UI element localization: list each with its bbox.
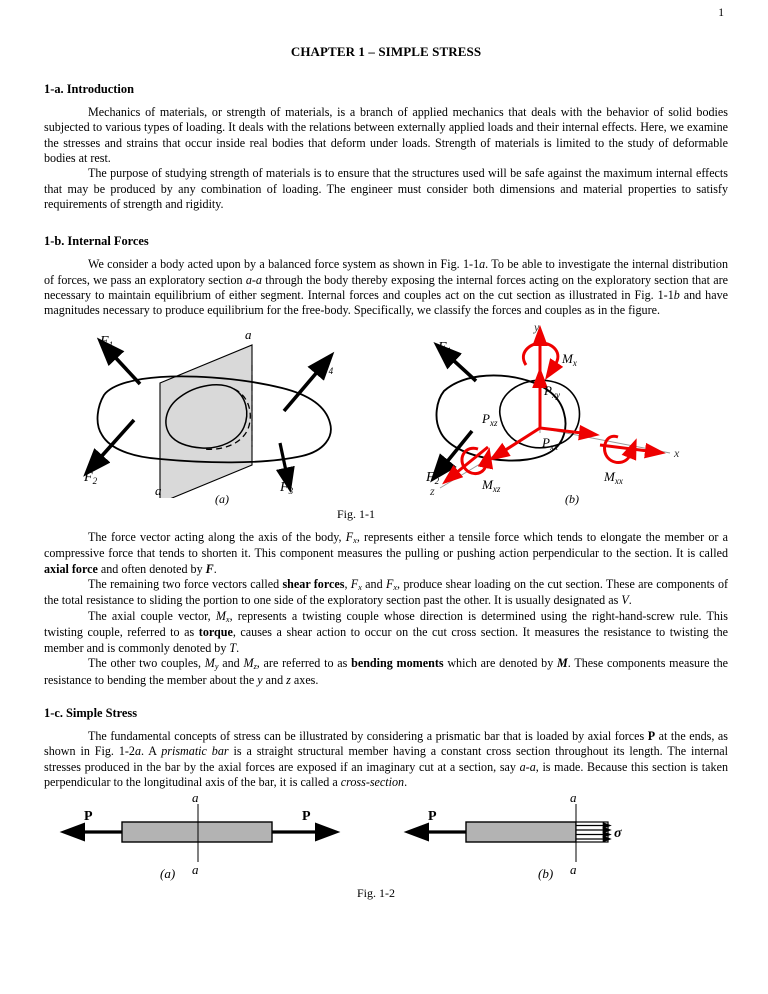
figure-1-2b-svg <box>390 792 720 884</box>
text-run: , causes a shear action to occur on the cut cross section. It measures the resistance to twisting the member and is commonly denoted by <box>44 625 729 655</box>
intro-paragraph-1: Mechanics of materials, or strength of materials, is a branch of applied mechanics that deals with the behavior of solid bodies subjected to various types of loading. It deals with the relations between externally applied loads and their internal effects. Here, we examine the stresses and strains that occur inside real bodies that deform under loads. Strength of materials is limited to the study of deformable bodies at rest. <box>44 105 728 166</box>
figure-1-2 <box>44 792 728 901</box>
figure-1-2a-section-top: a <box>192 792 199 806</box>
text-run: , is made. Because this section is taken perpendicular to the longitudinal axis of the bar, it is called a <box>44 759 728 789</box>
figure-1-1b-axis-x: x <box>674 445 680 460</box>
text-run: . To be able to investigate the internal distribution of forces, we pass an exploratory section <box>44 257 729 287</box>
text-run-bold: bending moments <box>351 656 444 670</box>
figure-1-2-part-b <box>390 792 720 884</box>
figure-1-1-caption: Fig. 1-1 <box>336 506 375 521</box>
symbol-F: F <box>205 561 214 576</box>
section-heading-introduction: 1-a. Introduction <box>44 82 134 96</box>
text-run: , <box>344 576 351 591</box>
figure-1-1b-axis-y: y <box>534 322 540 334</box>
symbol-P-bold: P <box>647 728 656 743</box>
symbol-Mx: $M_x$ <box>215 608 230 624</box>
symbol-z: z <box>286 672 291 687</box>
symbol-Fx-1: $F_x$ <box>350 576 362 593</box>
figure-1-1b-label-Pxz: $P_{xz}$ <box>482 410 498 428</box>
text-run: . A <box>141 744 162 759</box>
internal-forces-paragraph-1 <box>44 257 728 318</box>
figure-1-1b-axis-z: z <box>430 483 435 498</box>
symbol-Fx-2: $F_x$ <box>385 576 397 593</box>
figure-1-2a-svg <box>50 792 390 884</box>
text-run-italic: a <box>134 744 141 759</box>
figure-1-1a-label-F1: $F_1$ <box>100 333 114 350</box>
text-run: and often denoted by <box>97 561 206 576</box>
symbol-Fx: $F_x$ <box>345 529 357 545</box>
text-run-italic: a-a <box>519 759 536 774</box>
text-run: axes. <box>290 672 319 687</box>
figure-1-1a-section-top: a <box>245 326 252 342</box>
intro-paragraph-2: The purpose of studying strength of materials is to ensure that the structures used will be safe against the maximum internal effects that may be produced by any combination of loading. The engineer must consider both dimensions and material properties to satisfy requirements of strength and rigidity. <box>44 166 728 212</box>
text-run: is a straight structural member having a constant cross section throughout its length. The internal stresses produced in the bar by the axial forces are exposed if an imaginary cut at a section, say <box>44 744 728 774</box>
text-run: The fundamental concepts of stress can be illustrated by considering a prismatic bar that is loaded by axial forces <box>88 728 648 743</box>
page-number: 1 <box>718 7 724 19</box>
symbol-V: V <box>621 593 629 608</box>
text-run: which are denoted by <box>443 656 558 670</box>
text-run: and <box>361 576 386 591</box>
figure-1-2-part-a <box>50 792 390 884</box>
text-run: , represents either a tensile force which tends to elongate the member or a compressive force that tends to shorten it. This component measures the pulling or pushing action perpendicular to the section. It is called <box>44 529 728 561</box>
section-heading-internal-forces: 1-b. Internal Forces <box>44 234 149 249</box>
figure-1-1 <box>44 323 728 522</box>
text-run: The force vector acting along the axis of the body, <box>88 529 346 544</box>
figure-1-1b-label-Pxx: $P_{xx}$ <box>542 434 558 452</box>
text-run: at the ends, as shown in Fig. 1-2 <box>44 728 728 759</box>
figure-1-1a-section-bottom: a <box>155 482 162 498</box>
text-run-italic: cross-section <box>340 774 405 789</box>
figure-1-1b-label-Mxz: $M_{xz}$ <box>482 476 501 494</box>
figure-1-2a-load-right: P <box>302 809 311 825</box>
text-run: . These components measure the resistance to bending the member about the <box>44 656 729 687</box>
figure-1-1b-svg <box>422 323 722 498</box>
figure-1-1b-label-F1: $F_1$ <box>438 339 452 356</box>
figure-1-1b-label-Pxy: $P_{xy}$ <box>544 382 560 400</box>
figure-1-2b-section-bottom: a <box>570 862 577 878</box>
figure-1-1a-label-F4: $F_4$ <box>320 359 334 376</box>
text-run-bold: axial force <box>44 561 98 576</box>
text-run: . <box>213 561 217 576</box>
text-run-italic: prismatic bar <box>161 744 229 759</box>
text-run-italic: b <box>673 288 680 303</box>
internal-forces-paragraph-3 <box>44 577 728 609</box>
text-run: The axial couple vector, <box>88 608 216 623</box>
symbol-M: M <box>557 656 568 670</box>
figure-1-2b-stress-symbol: σ <box>614 826 622 842</box>
internal-forces-paragraph-5 <box>44 656 728 688</box>
text-run: , are referred to as <box>256 656 352 670</box>
figure-1-1-part-b <box>422 323 722 507</box>
figure-1-1b-label-Mxx: $M_{xx}$ <box>604 468 623 486</box>
figure-1-1-row <box>44 323 728 507</box>
figure-1-1b-label-F2: $F_2$ <box>426 469 440 486</box>
text-run-bold: shear forces <box>282 576 345 591</box>
text-run: , represents a twisting couple whose direction is determined using the right-hand-screw rule. This twisting couple, referred to as <box>44 608 729 640</box>
text-run: through the body thereby exposing the internal forces acting on the exploratory section that are necessary to maintain equilibrium of either segment. Internal forces and couples act on the cut section as illustrated in Fig. 1-1 <box>44 272 728 303</box>
text-run: . <box>236 640 240 655</box>
text-run-italic: a <box>479 257 486 272</box>
text-run: . <box>628 593 632 608</box>
chapter-title: CHAPTER 1 – SIMPLE STRESS <box>290 44 482 59</box>
figure-1-1a-svg <box>62 323 422 498</box>
text-run: and <box>262 672 287 687</box>
figure-1-1-part-a <box>62 323 422 507</box>
internal-forces-paragraph-2 <box>44 530 728 577</box>
simple-stress-paragraph-1 <box>44 729 728 790</box>
symbol-Mz: $M_z$ <box>243 656 257 672</box>
figure-1-2a-section-bottom: a <box>192 862 199 878</box>
figure-1-2a-load-left: P <box>84 809 93 825</box>
figure-1-1b-part-label: (b) <box>565 491 579 506</box>
text-run: The remaining two force vectors called <box>88 576 283 591</box>
text-run: The other two couples, <box>88 656 205 670</box>
text-run-italic: a-a <box>245 272 262 287</box>
figure-1-1a-label-F2: $F_2$ <box>84 469 98 486</box>
figure-1-2-row <box>44 792 728 884</box>
figure-1-1a-part-label: (a) <box>215 491 229 506</box>
text-run: and have magnitudes necessary to produce equilibrium for the free-body. Specifically, we classify the forces and couples as in the figure. <box>44 288 728 318</box>
figure-1-1a-label-F3: $F_3$ <box>280 479 294 496</box>
text-run: , produce shear loading on the cut section. These are components of the total resistance to sliding the portion to one side of the exploratory section past the other. It is usually designated as <box>44 576 729 608</box>
text-run: We consider a body acted upon by a balanced force system as shown in Fig. 1-1 <box>88 257 480 272</box>
figure-1-2b-section-top: a <box>570 792 577 806</box>
section-heading-simple-stress: 1-c. Simple Stress <box>44 705 138 720</box>
figure-1-2-caption: Fig. 1-2 <box>356 886 395 901</box>
figure-1-1b-label-Mx: $M_x$ <box>562 350 577 368</box>
text-run: and <box>218 656 244 670</box>
figure-1-2b-part-label: (b) <box>538 866 554 882</box>
text-run-bold: torque <box>198 625 233 640</box>
symbol-My: $M_y$ <box>204 656 219 672</box>
symbol-T: T <box>229 640 237 655</box>
text-run: . <box>404 774 408 789</box>
figure-1-2a-part-label: (a) <box>160 866 176 882</box>
figure-1-2b-load-left: P <box>428 809 437 825</box>
symbol-y: y <box>257 672 263 687</box>
internal-forces-paragraph-4 <box>44 609 728 656</box>
